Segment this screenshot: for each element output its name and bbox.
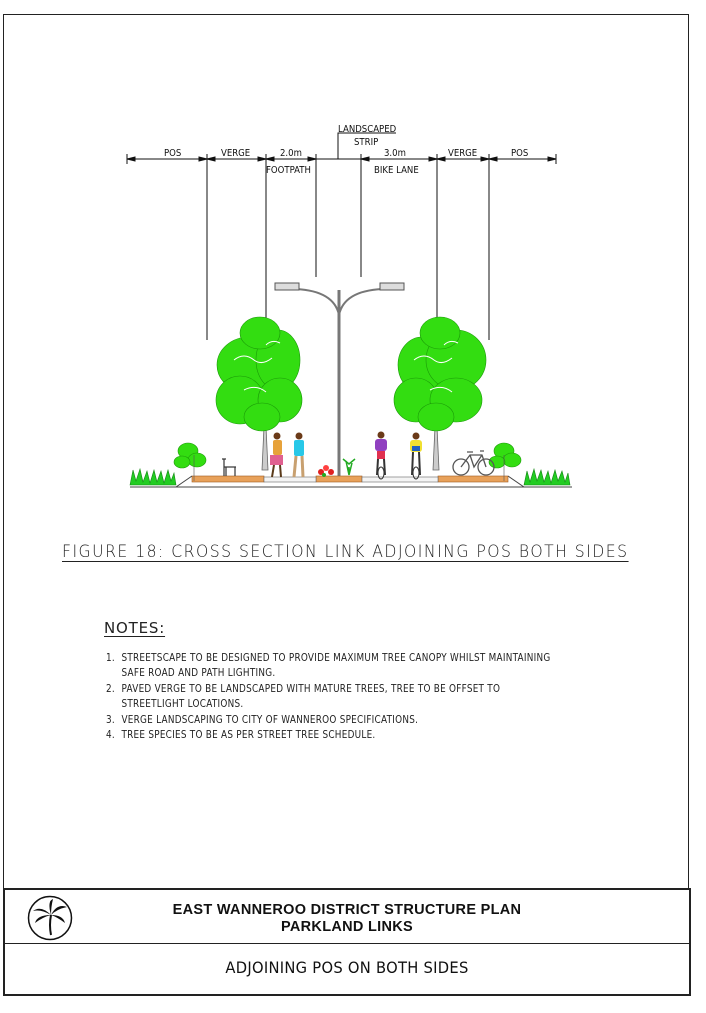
verge-paving-right — [438, 476, 508, 482]
shrub-left-icon — [174, 443, 206, 481]
label-footpath-width: 2.0m — [280, 148, 302, 159]
plan-title-line2: PARKLAND LINKS — [280, 919, 413, 935]
label-verge-left: VERGE — [221, 148, 251, 159]
grass-right-icon — [524, 469, 570, 485]
note-item: 4. TREE SPECIES TO BE AS PER STREET TREE SCHEDULE. — [106, 729, 376, 742]
label-pos-left: POS — [164, 148, 182, 159]
cyclist-left-icon — [375, 432, 387, 480]
label-bike-lane: BIKE LANE — [374, 165, 419, 176]
shrub-right-icon — [489, 443, 521, 481]
plan-title — [5, 902, 689, 936]
verge-paving-left — [192, 476, 264, 482]
figure-caption: FIGURE 18: CROSS SECTION LINK ADJOINING POS BOTH SIDES — [62, 542, 629, 562]
grass-left-icon — [130, 469, 176, 485]
note-item: 3. VERGE LANDSCAPING TO CITY OF WANNEROO SPECIFICATIONS. — [106, 713, 419, 726]
label-verge-right: VERGE — [448, 148, 478, 159]
label-strip: STRIP — [354, 137, 379, 148]
pedestrian-right-icon — [294, 433, 304, 478]
label-landscaped: LANDSCAPED — [338, 124, 397, 135]
cyclist-right-icon — [410, 433, 422, 480]
cross-section-diagram — [4, 15, 690, 890]
label-pos-right: POS — [511, 148, 529, 159]
subtitle-row — [5, 944, 689, 994]
flower-bed-icon — [318, 459, 355, 477]
note-item: 2. PAVED VERGE TO BE LANDSCAPED WITH MATURE TREES, TREE TO BE OFFSET TO STREETLIGHT LOCATIONS. — [106, 682, 501, 711]
tree-right-icon — [394, 317, 486, 470]
bike-lane-surface — [362, 477, 438, 482]
label-footpath: FOOTPATH — [266, 165, 311, 176]
tree-left-icon — [216, 317, 302, 470]
landscaped-strip-paving — [316, 476, 362, 482]
footpath-surface — [264, 477, 316, 482]
title-block — [3, 888, 691, 996]
title-row — [5, 890, 689, 944]
label-bike-lane-width: 3.0m — [384, 148, 406, 159]
pedestrian-left-icon — [270, 433, 283, 478]
plan-subtitle: ADJOINING POS ON BOTH SIDES — [225, 958, 469, 977]
ground-surface — [130, 476, 572, 487]
notes-heading: NOTES: — [104, 619, 166, 637]
drawing-sheet — [3, 14, 689, 889]
plan-title-line1: EAST WANNEROO DISTRICT STRUCTURE PLAN — [172, 902, 522, 918]
bench-icon — [222, 459, 236, 476]
bicycle-icon — [453, 451, 494, 475]
note-item: 1. STREETSCAPE TO BE DESIGNED TO PROVIDE MAXIMUM TREE CANOPY WHILST MAINTAINING SAFE ROAD AND PATH LIGHTING. — [106, 652, 551, 680]
notes-list — [106, 651, 576, 743]
